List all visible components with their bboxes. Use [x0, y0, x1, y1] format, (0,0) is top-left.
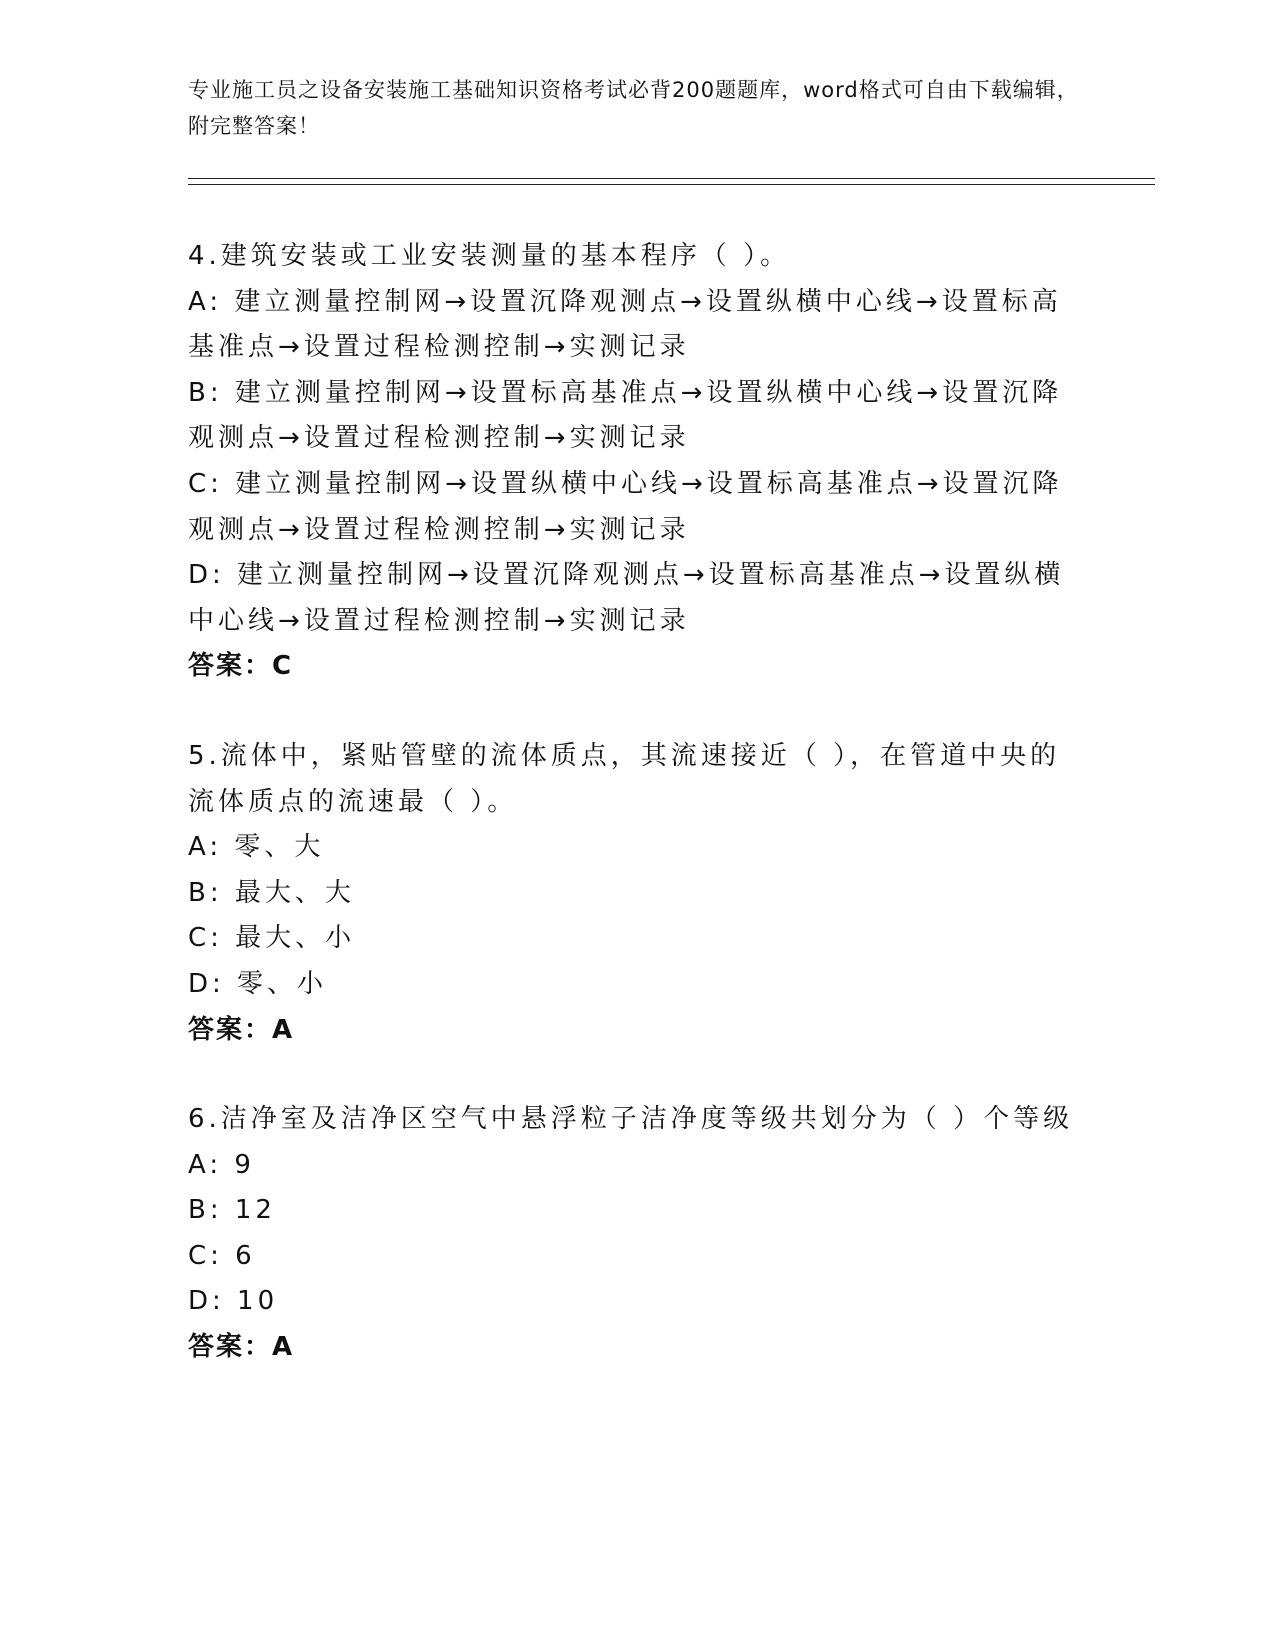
- question-title: 5.流体中，紧贴管壁的流体质点，其流速接近（ ），在管道中央的流体质点的流速最（ ）。: [188, 740, 1061, 817]
- question-5: [188, 734, 1088, 1053]
- option-b: B: 建立测量控制网→设置标高基准点→设置纵横中心线→设置沉降观测点→设置过程检测控制→实测记录: [188, 377, 1063, 454]
- header-title: 专业施工员之设备安装施工基础知识资格考试必背200题题库，word格式可自由下载编辑，附完整答案！: [188, 78, 1079, 138]
- option-d: D: 10: [188, 1286, 279, 1317]
- option-a: A: 建立测量控制网→设置沉降观测点→设置纵横中心线→设置标高基准点→设置过程检测控制→实测记录: [188, 286, 1062, 363]
- question-4: [188, 234, 1088, 690]
- option-a: A: 9: [188, 1149, 255, 1180]
- option-c: C: 最大、小: [188, 923, 356, 954]
- question-title: 6.洁净室及洁净区空气中悬浮粒子洁净度等级共划分为（ ）个等级: [188, 1104, 1074, 1135]
- answer: 答案：C: [188, 651, 294, 682]
- answer: 答案：A: [188, 1332, 295, 1363]
- option-b: B: 12: [188, 1195, 276, 1226]
- question-6: [188, 1097, 1088, 1371]
- header-divider-bottom: [188, 184, 1155, 185]
- question-title: 4.建筑安装或工业安装测量的基本程序（ ）。: [188, 241, 791, 271]
- question-list: [188, 234, 1088, 1371]
- option-c: C: 6: [188, 1240, 256, 1271]
- option-d: D: 零、小: [188, 968, 328, 999]
- document-header: [188, 72, 1088, 144]
- option-d: D: 建立测量控制网→设置沉降观测点→设置标高基准点→设置纵横中心线→设置过程检测控制→实测记录: [188, 560, 1065, 636]
- option-c: C: 建立测量控制网→设置纵横中心线→设置标高基准点→设置沉降观测点→设置过程检测控制→实测记录: [188, 468, 1063, 545]
- option-b: B: 最大、大: [188, 877, 355, 908]
- header-divider-top: [188, 178, 1155, 179]
- answer: 答案：A: [188, 1014, 295, 1045]
- option-a: A: 零、大: [188, 832, 325, 863]
